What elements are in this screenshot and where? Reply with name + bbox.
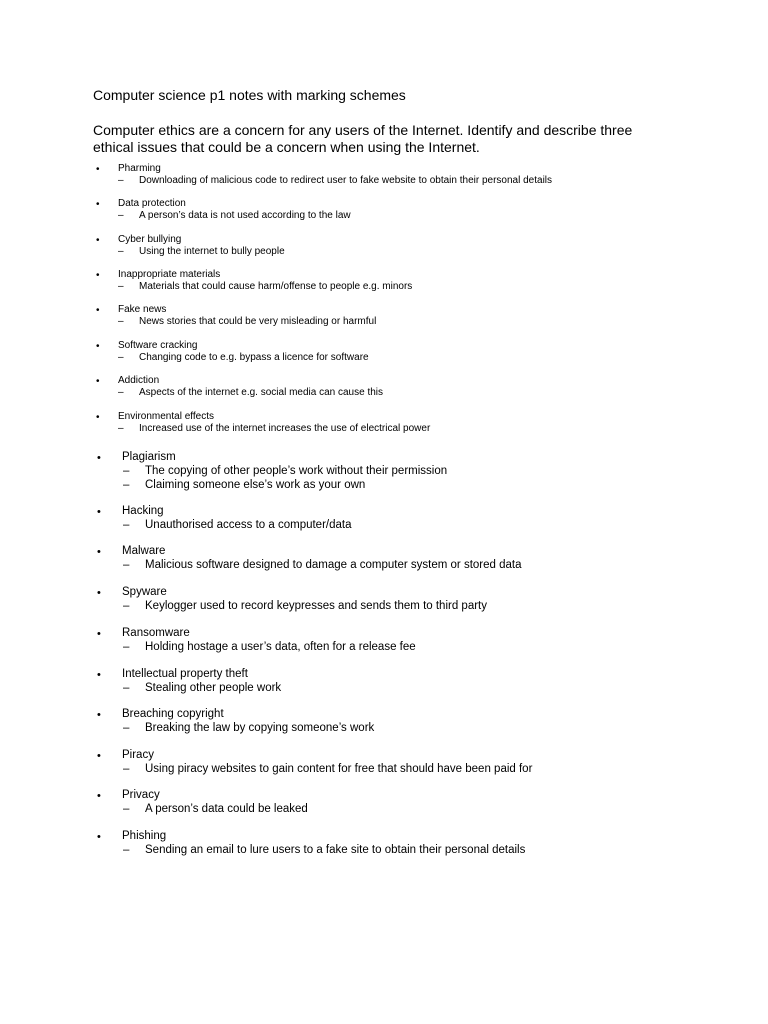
issue-point-text: A person’s data could be leaked [145,803,308,815]
issue-point-text: Using piracy websites to gain content for free that should have been paid for [145,763,533,775]
dash-icon: – [123,844,130,856]
dash-icon: – [123,763,130,775]
issue-point-text: Materials that could cause harm/offense to people e.g. minors [139,281,413,292]
dash-icon: – [118,175,124,186]
dash-icon: – [123,559,130,571]
dash-icon: – [118,246,124,257]
question-line-1: Computer ethics are a concern for any users of the Internet. Identify and describe three [93,122,633,138]
dash-icon: – [118,387,124,398]
issue-heading: Spyware [122,586,167,598]
dash-icon: – [123,682,130,694]
question-line-2: ethical issues that could be a concern when using the Internet. [93,139,480,155]
issue-point-text: Stealing other people work [145,682,282,694]
issue-heading: Phishing [122,830,167,842]
bullet-icon: • [97,709,101,721]
bullet-icon: • [96,199,100,210]
issue-heading: Pharming [118,163,161,174]
bullet-icon: • [96,305,100,316]
dash-icon: – [123,519,130,531]
issue-heading: Inappropriate materials [118,269,221,280]
bullet-icon: • [97,831,101,843]
issue-point-text: Aspects of the internet e.g. social media can cause this [139,387,384,398]
bullet-icon: • [97,628,101,640]
issue-heading: Privacy [122,789,160,801]
issue-point-text: Keylogger used to record keypresses and sends them to third party [145,600,487,612]
issue-heading: Addiction [118,375,160,386]
issue-heading: Breaching copyright [122,708,224,720]
bullet-icon: • [97,790,101,802]
issue-heading: Plagiarism [122,451,176,463]
issue-heading: Fake news [118,304,167,315]
issue-heading: Environmental effects [118,411,214,422]
dash-icon: – [123,803,130,815]
issue-heading: Hacking [122,505,164,517]
dash-icon: – [118,281,124,292]
bullet-icon: • [96,235,100,246]
question-text [93,122,693,156]
issue-point-text: Sending an email to lure users to a fake site to obtain their personal details [145,844,526,856]
issue-point-text: The copying of other people’s work without their permission [145,465,448,477]
issue-point-text: Holding hostage a user’s data, often for a release fee [145,641,416,653]
bullet-icon: • [96,270,100,281]
dash-icon: – [118,423,124,434]
bullet-icon: • [96,376,100,387]
issue-point-text: Downloading of malicious code to redirect user to fake website to obtain their personal details [139,175,553,186]
bullet-icon: • [96,164,100,175]
issue-point-text: Breaking the law by copying someone’s work [145,722,375,734]
dash-icon: – [123,479,130,491]
bullet-icon: • [97,669,101,681]
issue-point-text: Increased use of the internet increases the use of electrical power [139,423,431,434]
bullet-icon: • [96,412,100,423]
issue-heading: Malware [122,545,166,557]
issue-heading: Cyber bullying [118,234,182,245]
bullet-icon: • [97,506,101,518]
bullet-icon: • [97,546,101,558]
issue-point-text: Claiming someone else’s work as your own [145,479,366,491]
dash-icon: – [123,600,130,612]
issue-heading: Data protection [118,198,186,209]
issue-heading: Intellectual property theft [122,668,248,680]
bullet-icon: • [96,341,100,352]
issue-point-text: Unauthorised access to a computer/data [145,519,352,531]
issue-heading: Ransomware [122,627,190,639]
issue-point-text: A person’s data is not used according to the law [139,210,351,221]
bullet-icon: • [97,587,101,599]
issue-point-text: Changing code to e.g. bypass a licence for software [139,352,369,363]
dash-icon: – [118,210,124,221]
dash-icon: – [118,316,124,327]
dash-icon: – [123,465,130,477]
issue-point-text: News stories that could be very misleading or harmful [139,316,377,327]
bullet-icon: • [97,452,101,464]
issue-point-text: Malicious software designed to damage a computer system or stored data [145,559,522,571]
issue-heading: Piracy [122,749,154,761]
issue-heading: Software cracking [118,340,198,351]
issue-point-text: Using the internet to bully people [139,246,285,257]
bullet-icon: • [97,750,101,762]
dash-icon: – [123,641,130,653]
document-title: Computer science p1 notes with marking schemes [93,87,406,103]
dash-icon: – [118,352,124,363]
dash-icon: – [123,722,130,734]
